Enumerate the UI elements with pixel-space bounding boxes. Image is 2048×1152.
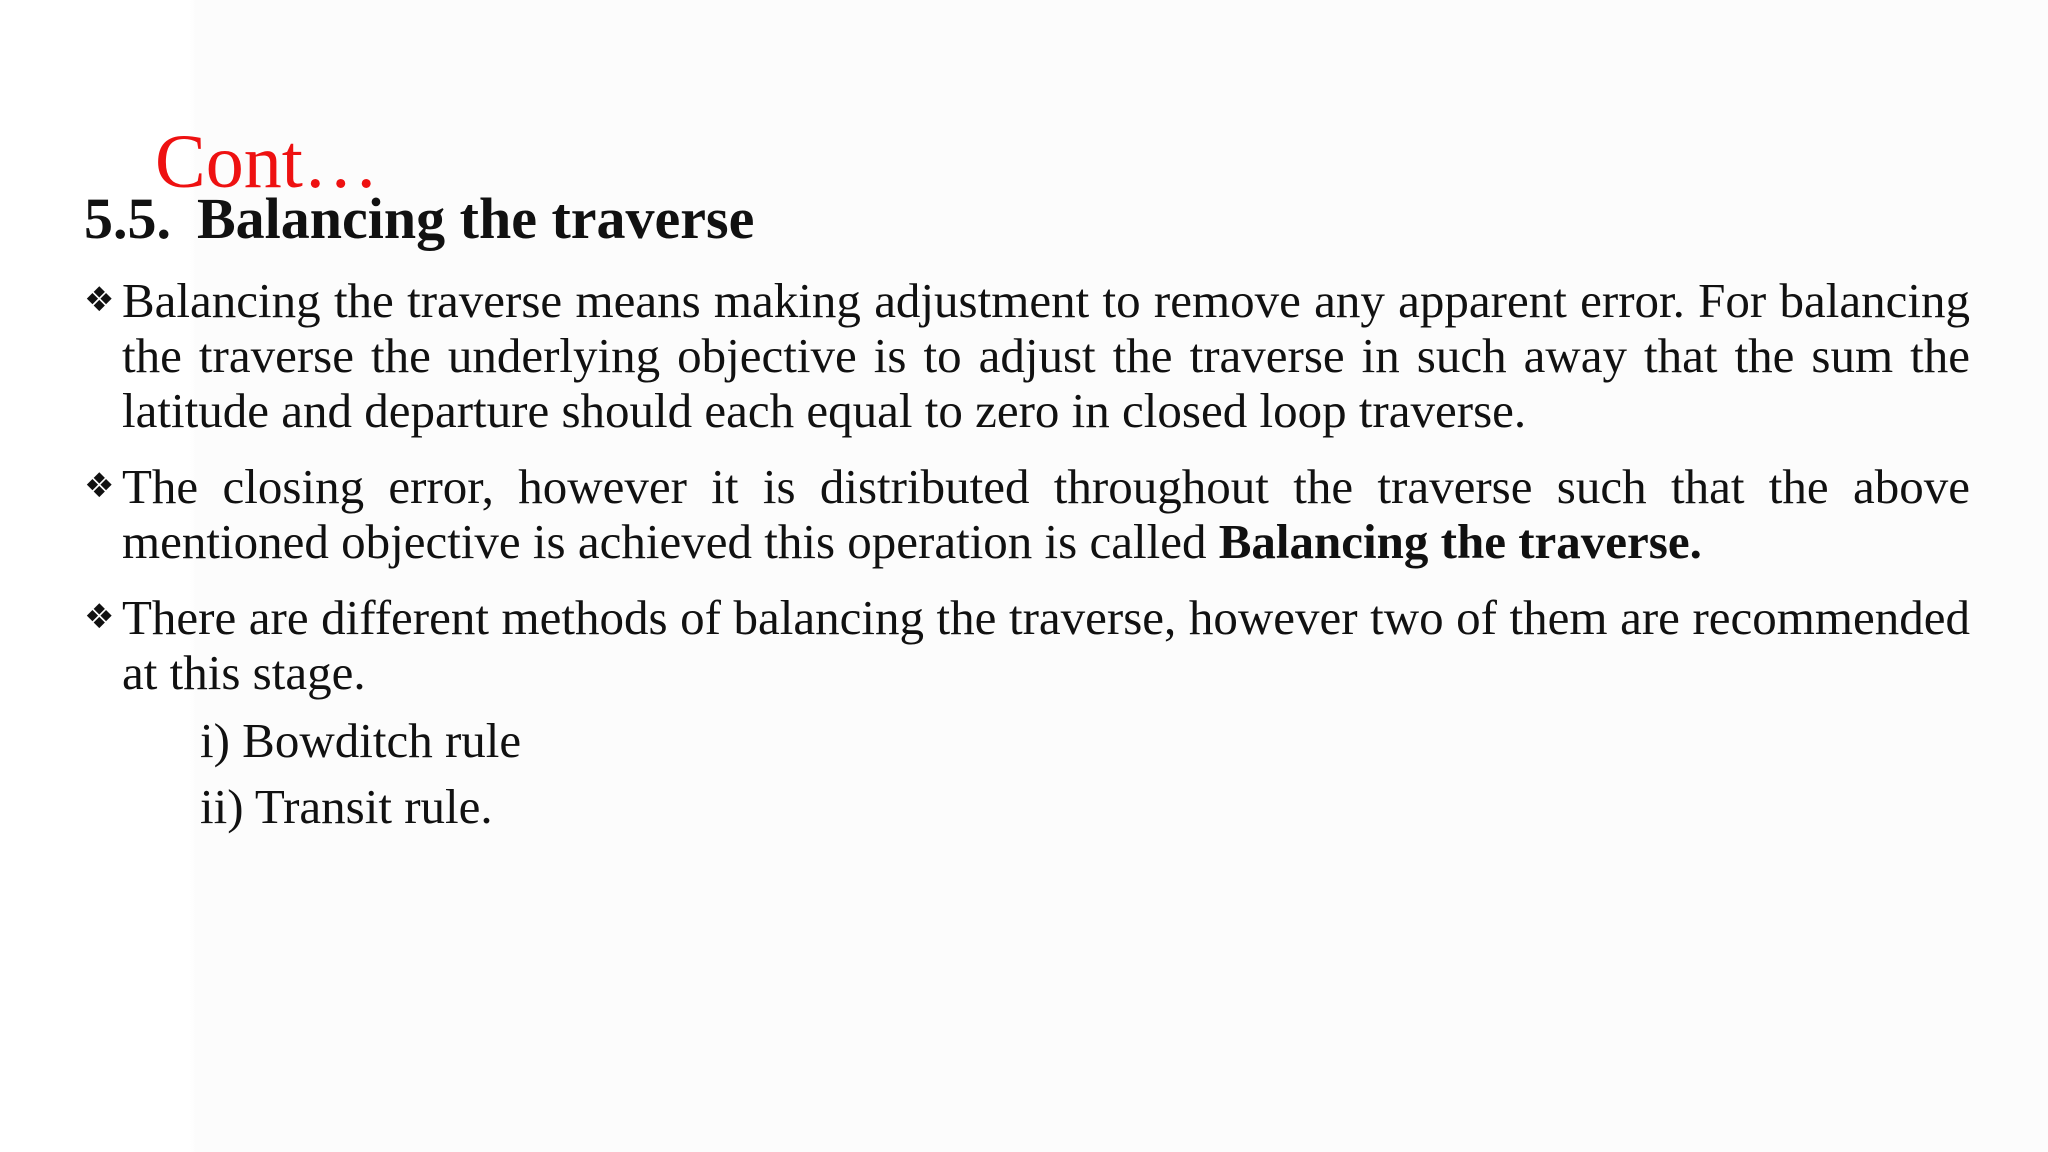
method-item: i) Bowditch rule [200,713,522,768]
bullet-item [84,273,1970,438]
bullet-item [84,590,1970,840]
diamond-bullet-icon: ❖ [84,280,115,320]
diamond-bullet-icon: ❖ [84,597,115,637]
bullet-text: The closing error, however it is distributed throughout the traverse such that the above mentioned objective is achieved this operation is called [122,459,1970,569]
bullet-bold-term: Balancing the traverse. [1218,514,1702,569]
bullet-list [84,273,1970,840]
bullet-text: Balancing the traverse means making adjustment to remove any apparent error. For balancing the traverse the underlying objective is to adjust the traverse in such away that the sum the latitude and departure should each equal to zero in closed loop traverse. [122,273,1970,438]
bullet-text: There are different methods of balancing the traverse, however two of them are recommended at this stage. [122,590,1970,700]
heading-number: 5.5. [84,186,171,251]
method-item: ii) Transit rule. [200,779,493,834]
heading-title: Balancing the traverse [197,186,755,251]
diamond-bullet-icon: ❖ [84,466,115,506]
bullet-item [84,459,1970,569]
continued-label: Cont… [155,120,379,204]
